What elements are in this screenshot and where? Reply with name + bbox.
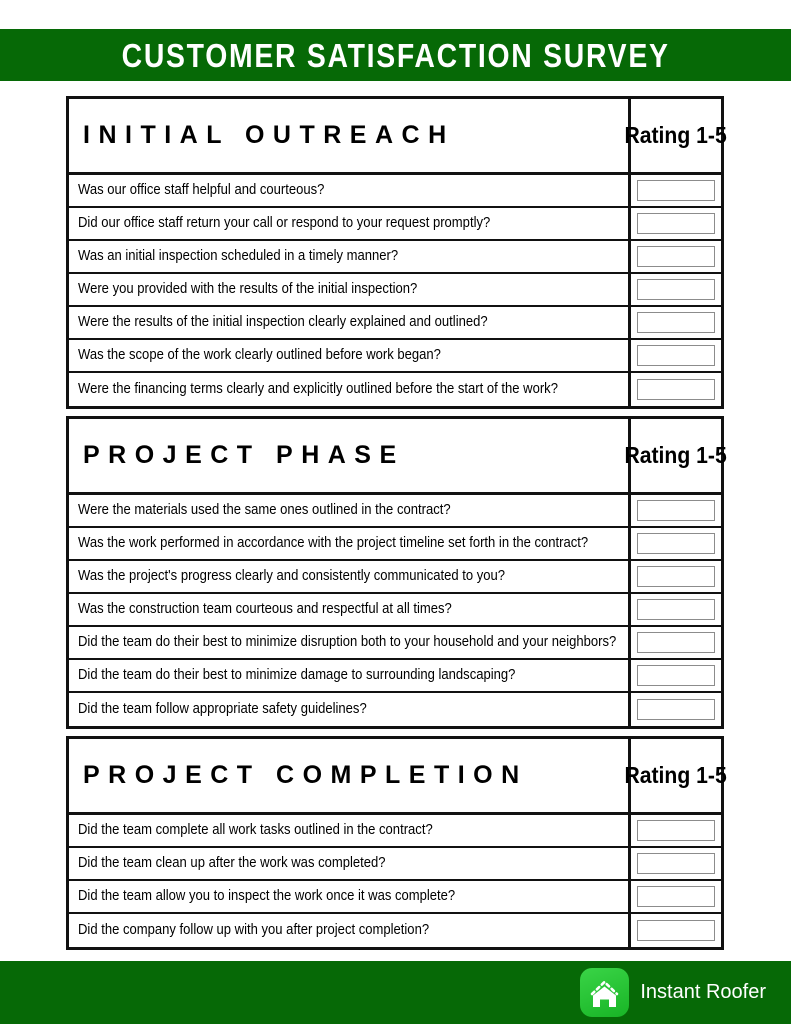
question-text: Was our office staff helpful and courteous? [78,182,325,199]
rating-input[interactable] [637,886,715,907]
section-header-row [69,739,728,815]
rating-input[interactable] [637,632,715,653]
question-text: Was an initial inspection scheduled in a timely manner? [78,248,399,265]
question-text-cell [69,528,628,559]
question-text: Did the team do their best to minimize disruption both to your household and your neighbors? [78,634,617,651]
survey-section [66,736,728,950]
question-text: Were the results of the initial inspection clearly explained and outlined? [78,314,488,331]
question-text: Were the materials used the same ones outlined in the contract? [78,502,451,519]
question-text-cell [69,881,628,912]
section-header-row [69,99,728,175]
question-row [69,627,721,660]
question-row [69,693,721,726]
rating-cell[interactable] [628,495,721,526]
question-row [69,815,721,848]
rating-input[interactable] [637,533,715,554]
section-header-row [69,419,728,495]
question-row [69,660,721,693]
question-row [69,340,721,373]
survey-section [66,416,728,729]
rating-cell[interactable] [628,815,721,846]
question-text-cell [69,594,628,625]
rating-input[interactable] [637,180,715,201]
question-text-cell [69,495,628,526]
rating-input[interactable] [637,379,715,400]
question-text-cell [69,175,628,206]
question-text-cell [69,208,628,239]
brand-lockup [580,968,766,1017]
section-title: PROJECT COMPLETION [83,761,528,789]
question-row [69,307,721,340]
rating-column-header [624,739,728,812]
question-text: Did the team follow appropriate safety guidelines? [78,701,367,718]
rating-cell[interactable] [628,241,721,272]
question-row [69,881,721,914]
rating-cell[interactable] [628,848,721,879]
rating-cell[interactable] [628,561,721,592]
rating-cell[interactable] [628,693,721,726]
question-text: Did the team clean up after the work was completed? [78,855,386,872]
question-text-cell [69,848,628,879]
question-text: Was the construction team courteous and respectful at all times? [78,601,452,618]
question-text: Was the work performed in accordance with the project timeline set forth in the contract? [78,535,589,552]
question-row [69,175,721,208]
question-row [69,373,721,406]
question-row [69,594,721,627]
question-text-cell [69,241,628,272]
question-text: Did the team allow you to inspect the work once it was complete? [78,888,456,905]
rating-input[interactable] [637,312,715,333]
rating-input[interactable] [637,665,715,686]
rating-column-header-label: Rating 1-5 [624,122,728,148]
question-text-cell [69,373,628,406]
rating-input[interactable] [637,246,715,267]
rating-input[interactable] [637,279,715,300]
rating-cell[interactable] [628,340,721,371]
rating-input[interactable] [637,920,715,941]
section-title-cell [69,739,628,812]
rating-column-header [624,419,728,492]
rating-input[interactable] [637,566,715,587]
section-title-cell [69,99,628,172]
rating-column-header [624,99,728,172]
page-title: CUSTOMER SATISFACTION SURVEY [121,36,670,74]
question-row [69,274,721,307]
question-text-cell [69,815,628,846]
page-header-banner [0,29,791,81]
rating-cell[interactable] [628,660,721,691]
question-text: Were you provided with the results of the initial inspection? [78,281,418,298]
rating-cell[interactable] [628,627,721,658]
question-row [69,561,721,594]
brand-name: Instant Roofer [640,981,766,1003]
question-text-cell [69,307,628,338]
rating-column-header-label: Rating 1-5 [624,442,728,468]
question-text-cell [69,274,628,305]
question-row [69,528,721,561]
question-text-cell [69,693,628,726]
question-text: Did our office staff return your call or respond to your request promptly? [78,215,491,232]
question-row [69,241,721,274]
rating-cell[interactable] [628,307,721,338]
rating-input[interactable] [637,599,715,620]
rating-cell[interactable] [628,208,721,239]
question-text: Was the scope of the work clearly outlined before work began? [78,347,441,364]
question-text-cell [69,561,628,592]
question-row [69,848,721,881]
survey-section [66,96,728,409]
section-title: INITIAL OUTREACH [83,121,455,149]
question-row [69,495,721,528]
question-text: Did the company follow up with you after project completion? [78,922,430,939]
rating-cell[interactable] [628,528,721,559]
question-text: Did the team do their best to minimize damage to surrounding landscaping? [78,667,516,684]
question-text-cell [69,340,628,371]
rating-cell[interactable] [628,373,721,406]
question-text: Were the financing terms clearly and explicitly outlined before the start of the work? [78,381,558,398]
rating-input[interactable] [637,213,715,234]
question-text-cell [69,627,628,658]
rating-input[interactable] [637,853,715,874]
rating-input[interactable] [637,345,715,366]
survey-form [66,96,728,950]
rating-cell[interactable] [628,594,721,625]
rating-cell[interactable] [628,914,721,947]
rating-cell[interactable] [628,881,721,912]
rating-input[interactable] [637,699,715,720]
house-roof-icon [580,968,629,1017]
question-text-cell [69,914,628,947]
section-title: PROJECT PHASE [83,441,405,469]
rating-column-header-label: Rating 1-5 [624,762,728,788]
section-title-cell [69,419,628,492]
rating-cell[interactable] [628,175,721,206]
question-row [69,914,721,947]
rating-cell[interactable] [628,274,721,305]
rating-input[interactable] [637,820,715,841]
question-text: Did the team complete all work tasks outlined in the contract? [78,822,433,839]
page-footer-banner [0,961,791,1024]
question-text-cell [69,660,628,691]
question-text: Was the project's progress clearly and consistently communicated to you? [78,568,506,585]
question-row [69,208,721,241]
rating-input[interactable] [637,500,715,521]
